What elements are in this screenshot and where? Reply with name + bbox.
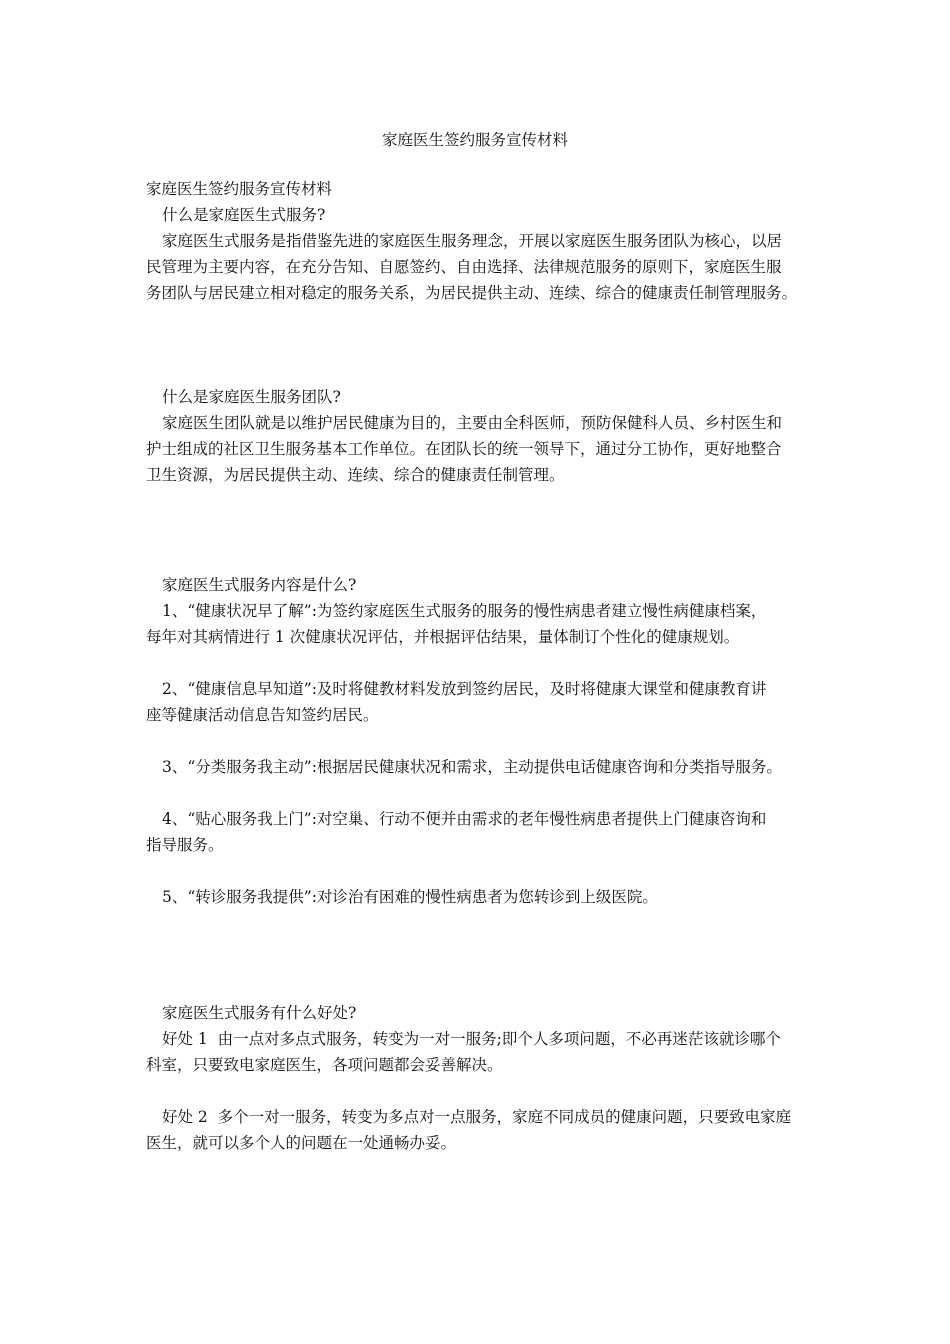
section-question: 什么是家庭医生服务团队? — [162, 388, 341, 406]
paragraph-line: 家庭医生式服务是指借鉴先进的家庭医生服务理念，开展以家庭医生服务团队为核心，以居 — [162, 232, 783, 250]
paragraph-line: 科室，只要致电家庭医生，各项问题都会妥善解决。 — [146, 1056, 503, 1074]
list-item — [146, 598, 810, 650]
spacer — [146, 650, 810, 676]
section-service-content — [146, 572, 810, 910]
section-what-is-service — [146, 202, 810, 306]
spacer — [146, 858, 810, 884]
list-item — [146, 806, 810, 858]
paragraph-line: 3、“分类服务我主动”:根据居民健康状况和需求，主动提供电话健康咨询和分类指导服务。 — [162, 758, 782, 776]
paragraph-line: 好处 2 多个一对一服务，转变为多点对一点服务，家庭不同成员的健康问题，只要致电家庭 — [162, 1108, 792, 1126]
paragraph-line: 卫生资源，为居民提供主动、连续、综合的健康责任制管理。 — [146, 466, 565, 484]
section-what-is-team — [146, 384, 810, 488]
document-heading: 家庭医生签约服务宣传材料 — [146, 180, 333, 198]
paragraph-line: 2、“健康信息早知道”:及时将健教材料发放到签约居民，及时将健康大课堂和健康教育讲 — [162, 680, 767, 698]
section-question: 家庭医生式服务内容是什么? — [162, 576, 357, 594]
section-question: 家庭医生式服务有什么好处? — [162, 1004, 357, 1022]
spacer — [146, 488, 810, 572]
paragraph-line: 好处 1 由一点对多点式服务，转变为一对一服务;即个人多项问题，不必再迷茫该就诊哪个 — [162, 1030, 781, 1048]
list-item — [146, 676, 810, 728]
spacer — [146, 728, 810, 754]
paragraph-line: 护士组成的社区卫生服务基本工作单位。在团队长的统一领导下，通过分工协作，更好地整合 — [146, 440, 782, 458]
paragraph-line: 务团队与居民建立相对稳定的服务关系，为居民提供主动、连续、综合的健康责任制管理服务。 — [146, 284, 798, 302]
paragraph-line: 家庭医生团队就是以维护居民健康为目的，主要由全科医师，预防保健科人员、乡村医生和 — [162, 414, 783, 432]
paragraph-line: 每年对其病情进行 1 次健康状况评估，并根据评估结果，量体制订个性化的健康规划。 — [146, 628, 740, 646]
paragraph-line: 医生，就可以多个人的问题在一处通畅办妥。 — [146, 1134, 457, 1152]
paragraph-line: 5、“转诊服务我提供”:对诊治有困难的慢性病患者为您转诊到上级医院。 — [162, 888, 658, 906]
spacer — [146, 910, 810, 1000]
section-question: 什么是家庭医生式服务? — [162, 206, 326, 224]
paragraph-line: 民管理为主要内容，在充分告知、自愿签约、自由选择、法律规范服务的原则下，家庭医生服 — [146, 258, 782, 276]
paragraph-line: 指导服务。 — [146, 836, 224, 854]
list-item — [146, 754, 810, 780]
paragraph-line: 1、“健康状况早了解”:为签约家庭医生式服务的服务的慢性病患者建立慢性病健康档案， — [162, 602, 767, 620]
paragraph-line: 4、“贴心服务我上门”:对空巢、行动不便并由需求的老年慢性病患者提供上门健康咨询和 — [162, 810, 767, 828]
list-item — [146, 1026, 810, 1078]
spacer — [146, 780, 810, 806]
paragraph-line: 座等健康活动信息告知签约居民。 — [146, 706, 379, 724]
spacer — [146, 306, 810, 384]
document-title: 家庭医生签约服务宣传材料 — [381, 131, 568, 149]
spacer — [146, 1078, 810, 1104]
document-body — [146, 176, 810, 1156]
list-item — [146, 1104, 810, 1156]
list-item — [146, 884, 810, 910]
section-benefits — [146, 1000, 810, 1156]
